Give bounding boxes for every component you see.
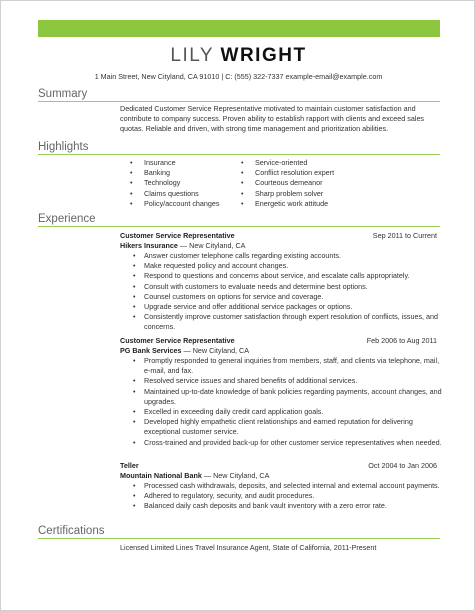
section-rule-summary (38, 101, 440, 102)
job-dates: Feb 2006 to Aug 2011 (366, 336, 437, 345)
duty-item: • Upgrade service and offer additional service packages or options. (120, 302, 442, 312)
certifications-text: Licensed Limited Lines Travel Insurance Agent, State of California, 2011-Present (120, 543, 377, 552)
duty-item: • Cross-trained and provided back-up for other customer service representatives when needed. (120, 438, 442, 448)
duty-item: • Counsel customers on options for service and coverage. (120, 292, 442, 302)
duty-item: • Answer customer telephone calls regarding existing accounts. (120, 251, 442, 261)
duty-item: • Adhered to regulatory, security, and audit procedures. (120, 491, 442, 501)
highlight-item: • Banking (130, 168, 220, 178)
employer-name: Hikers Insurance (120, 241, 178, 250)
duty-item: • Make requested policy and account changes. (120, 261, 442, 271)
job-employer: Hikers Insurance — New Cityland, CA (120, 241, 246, 250)
duty-item: • Balanced daily cash deposits and bank vault inventory with a zero error rate. (120, 501, 442, 511)
highlight-item: • Claims questions (130, 189, 220, 199)
duty-item: • Processed cash withdrawals, deposits, and selected internal and external account payments. (120, 481, 442, 491)
duty-item: • Resolved service issues and shared benefits of additional services. (120, 376, 442, 386)
job-dates: Sep 2011 to Current (372, 231, 437, 240)
duty-item: • Consult with customers to evaluate needs and determine best options. (120, 282, 442, 292)
highlights-left-list (130, 158, 220, 209)
highlight-item: • Policy/account changes (130, 199, 220, 209)
highlights-right-list (241, 158, 334, 209)
job-title: Teller (120, 461, 139, 470)
highlight-item: • Sharp problem solver (241, 189, 334, 199)
highlight-item: • Insurance (130, 158, 220, 168)
duty-item: • Promptly responded to general inquiries from members, staff, and clients via telephone, mail, e-mail, and fax. (120, 356, 442, 376)
candidate-name (1, 45, 475, 67)
duty-item: • Respond to questions and concerns about service, and escalate calls appropriately. (120, 271, 442, 281)
section-rule-highlights (38, 154, 440, 155)
job-title: Customer Service Representative (120, 336, 235, 345)
duty-item: • Consistently improve customer satisfaction through expert resolution of conflicts, issues, and concerns. (120, 312, 442, 332)
highlight-item: • Technology (130, 178, 220, 188)
highlight-item: • Conflict resolution expert (241, 168, 334, 178)
employer-location: New Cityland, CA (192, 346, 250, 355)
highlight-item: • Energetic work attitude (241, 199, 334, 209)
duty-item: • Developed highly empathetic client relationships and earned reputation for delivering exceptional customer service. (120, 417, 442, 437)
section-title-highlights: Highlights (38, 141, 89, 153)
summary-text: Dedicated Customer Service Representative motivated to maintain customer satisfaction and contribute to company success. Proven ability to establish rapport with clients and exceed sales quotas. Reliable and driven, with strong time management and prioritization abilities. (120, 104, 425, 134)
header-accent-bar (38, 20, 440, 37)
job-employer: PG Bank Services — New Cityland, CA (120, 346, 250, 355)
duty-item: • Excelled in exceeding daily credit card application goals. (120, 407, 442, 417)
contact-line: 1 Main Street, New Cityland, CA 91010 | C: (555) 322-7337 example-email@example.com (94, 72, 383, 81)
highlight-item: • Service-oriented (241, 158, 334, 168)
employer-location: New Cityland, CA (213, 471, 270, 480)
highlight-item: • Courteous demeanor (241, 178, 334, 188)
job-duties-list (120, 251, 442, 333)
job-employer: Mountain National Bank — New Cityland, CA (120, 471, 270, 480)
section-title-summary: Summary (38, 88, 88, 100)
employer-name: Mountain National Bank (120, 471, 202, 480)
first-name: LILY (170, 45, 214, 66)
last-name: WRIGHT (220, 45, 307, 66)
section-rule-experience (38, 226, 440, 227)
job-title: Customer Service Representative (120, 231, 235, 240)
section-title-certifications: Certifications (38, 525, 105, 537)
job-duties-list (120, 356, 442, 448)
employer-name: PG Bank Services (120, 346, 182, 355)
section-rule-certifications (38, 538, 440, 539)
employer-location: New Cityland, CA (189, 241, 246, 250)
duty-item: • Maintained up-to-date knowledge of bank policies regarding payments, account changes, and upgrades. (120, 387, 442, 407)
job-dates: Oct 2004 to Jan 2006 (368, 461, 437, 470)
section-title-experience: Experience (38, 213, 96, 225)
job-duties-list (120, 481, 442, 512)
